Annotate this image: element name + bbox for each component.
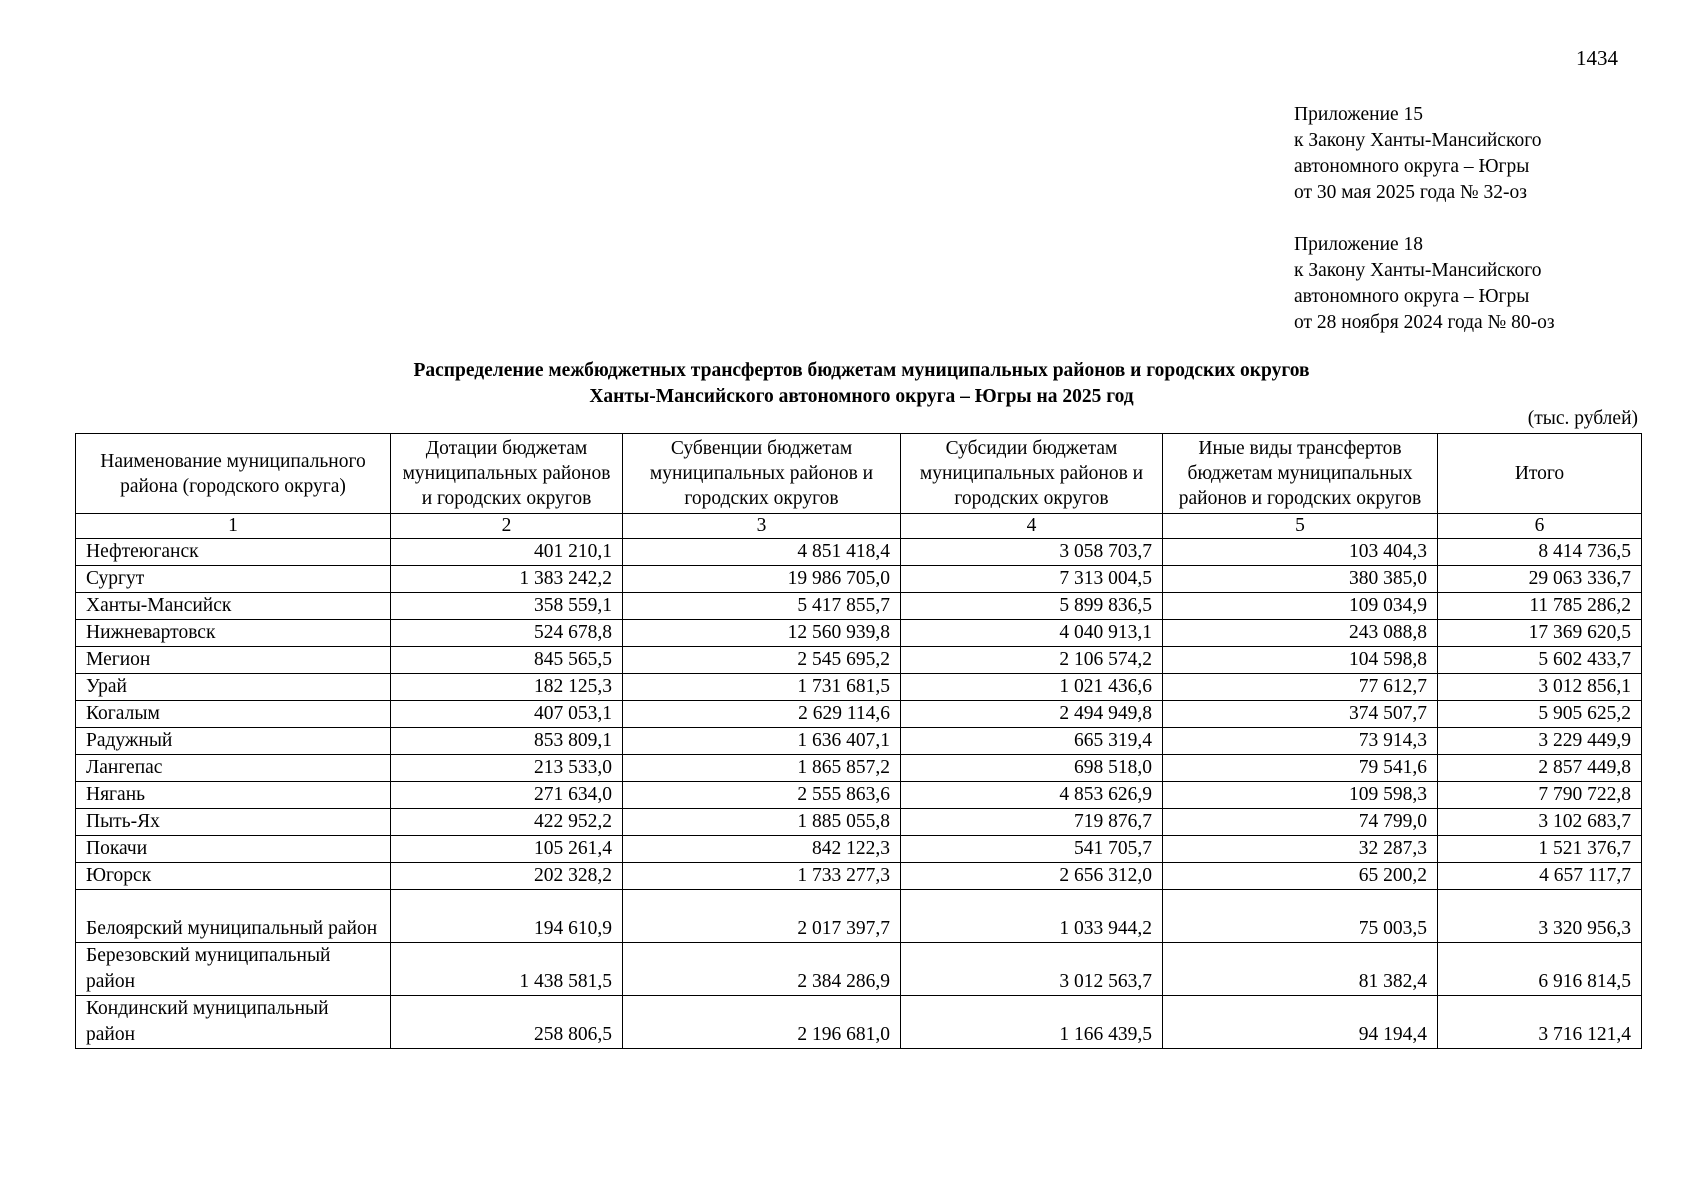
cell-total: 3 012 856,1 — [1438, 674, 1642, 701]
cell-subventions: 19 986 705,0 — [623, 566, 901, 593]
cell-total: 4 657 117,7 — [1438, 863, 1642, 890]
table-row — [76, 647, 1642, 674]
cell-subsidies: 2 656 312,0 — [901, 863, 1163, 890]
table-row — [76, 836, 1642, 863]
header-municipality: Наименование муниципального района (городского округа) — [76, 434, 391, 514]
cell-subventions: 2 196 681,0 — [623, 996, 901, 1049]
appendix-line: Приложение 18 — [1294, 234, 1424, 255]
table-row — [76, 539, 1642, 566]
column-number: 4 — [901, 514, 1163, 539]
cell-dotations: 1 383 242,2 — [391, 566, 623, 593]
appendix-line: Приложение 15 — [1294, 104, 1424, 125]
cell-total: 5 602 433,7 — [1438, 647, 1642, 674]
cell-subventions: 842 122,3 — [623, 836, 901, 863]
table-row — [76, 620, 1642, 647]
cell-total: 6 916 814,5 — [1438, 943, 1642, 996]
appendix-current-reference — [1294, 102, 1541, 206]
cell-municipality: Нижневартовск — [76, 620, 391, 647]
appendix-line: к Закону Ханты-Мансийского — [1294, 130, 1542, 151]
cell-total: 1 521 376,7 — [1438, 836, 1642, 863]
cell-subsidies: 2 494 949,8 — [901, 701, 1163, 728]
cell-subsidies: 665 319,4 — [901, 728, 1163, 755]
cell-dotations: 358 559,1 — [391, 593, 623, 620]
cell-municipality: Нефтеюганск — [76, 539, 391, 566]
cell-municipality: Березовский муниципальный район — [76, 943, 391, 996]
cell-other-transfers: 104 598,8 — [1163, 647, 1438, 674]
cell-subsidies: 2 106 574,2 — [901, 647, 1163, 674]
cell-other-transfers: 75 003,5 — [1163, 890, 1438, 943]
header-total: Итого — [1438, 434, 1642, 514]
cell-dotations: 401 210,1 — [391, 539, 623, 566]
cell-municipality: Когалым — [76, 701, 391, 728]
cell-total: 29 063 336,7 — [1438, 566, 1642, 593]
cell-subsidies: 1 166 439,5 — [901, 996, 1163, 1049]
cell-total: 3 716 121,4 — [1438, 996, 1642, 1049]
cell-dotations: 213 533,0 — [391, 755, 623, 782]
cell-dotations: 105 261,4 — [391, 836, 623, 863]
cell-dotations: 524 678,8 — [391, 620, 623, 647]
table-header-row — [76, 434, 1642, 514]
header-dotations: Дотации бюджетам муниципальных районов и городских округов — [391, 434, 623, 514]
cell-other-transfers: 380 385,0 — [1163, 566, 1438, 593]
units-note: (тыс. рублей) — [1527, 408, 1638, 429]
appendix-original-reference — [1294, 232, 1555, 336]
cell-other-transfers: 81 382,4 — [1163, 943, 1438, 996]
cell-dotations: 258 806,5 — [391, 996, 623, 1049]
cell-other-transfers: 109 034,9 — [1163, 593, 1438, 620]
cell-subsidies: 1 021 436,6 — [901, 674, 1163, 701]
transfers-table — [75, 433, 1642, 1049]
cell-other-transfers: 32 287,3 — [1163, 836, 1438, 863]
cell-subsidies: 3 058 703,7 — [901, 539, 1163, 566]
cell-other-transfers: 374 507,7 — [1163, 701, 1438, 728]
table-row — [76, 863, 1642, 890]
column-number: 5 — [1163, 514, 1438, 539]
cell-total: 3 229 449,9 — [1438, 728, 1642, 755]
cell-subsidies: 4 040 913,1 — [901, 620, 1163, 647]
cell-subventions: 1 636 407,1 — [623, 728, 901, 755]
title-line-1: Распределение межбюджетных трансфертов бюджетам муниципальных районов и городских округов — [413, 360, 1310, 381]
title-line-2: Ханты-Мансийского автономного округа – Югры на 2025 год — [589, 386, 1134, 407]
column-number: 1 — [76, 514, 391, 539]
appendix-line: автономного округа – Югры — [1294, 156, 1530, 177]
cell-other-transfers: 65 200,2 — [1163, 863, 1438, 890]
cell-total: 7 790 722,8 — [1438, 782, 1642, 809]
cell-dotations: 422 952,2 — [391, 809, 623, 836]
cell-dotations: 194 610,9 — [391, 890, 623, 943]
cell-dotations: 845 565,5 — [391, 647, 623, 674]
cell-other-transfers: 77 612,7 — [1163, 674, 1438, 701]
cell-other-transfers: 73 914,3 — [1163, 728, 1438, 755]
cell-subventions: 1 885 055,8 — [623, 809, 901, 836]
cell-dotations: 182 125,3 — [391, 674, 623, 701]
table-row — [76, 701, 1642, 728]
table-row — [76, 943, 1642, 996]
document-title — [0, 358, 1698, 410]
cell-subsidies: 719 876,7 — [901, 809, 1163, 836]
table-row — [76, 674, 1642, 701]
cell-subventions: 4 851 418,4 — [623, 539, 901, 566]
cell-other-transfers: 74 799,0 — [1163, 809, 1438, 836]
table-row — [76, 890, 1642, 943]
cell-subsidies: 3 012 563,7 — [901, 943, 1163, 996]
cell-subsidies: 5 899 836,5 — [901, 593, 1163, 620]
cell-municipality: Кондинский муниципальный район — [76, 996, 391, 1049]
cell-subventions: 2 545 695,2 — [623, 647, 901, 674]
cell-municipality: Лангепас — [76, 755, 391, 782]
appendix-line: автономного округа – Югры — [1294, 286, 1530, 307]
cell-subsidies: 541 705,7 — [901, 836, 1163, 863]
cell-total: 5 905 625,2 — [1438, 701, 1642, 728]
table-row — [76, 728, 1642, 755]
column-number: 6 — [1438, 514, 1642, 539]
cell-other-transfers: 79 541,6 — [1163, 755, 1438, 782]
cell-subventions: 2 384 286,9 — [623, 943, 901, 996]
cell-dotations: 1 438 581,5 — [391, 943, 623, 996]
table-row — [76, 782, 1642, 809]
cell-total: 8 414 736,5 — [1438, 539, 1642, 566]
cell-total: 11 785 286,2 — [1438, 593, 1642, 620]
appendix-line: к Закону Ханты-Мансийского — [1294, 260, 1542, 281]
cell-municipality: Белоярский муниципальный район — [76, 890, 391, 943]
cell-subventions: 5 417 855,7 — [623, 593, 901, 620]
cell-subsidies: 7 313 004,5 — [901, 566, 1163, 593]
appendix-line: от 28 ноября 2024 года № 80-оз — [1294, 312, 1555, 333]
cell-total: 2 857 449,8 — [1438, 755, 1642, 782]
cell-municipality: Мегион — [76, 647, 391, 674]
cell-municipality: Урай — [76, 674, 391, 701]
cell-subventions: 2 017 397,7 — [623, 890, 901, 943]
table-row — [76, 809, 1642, 836]
cell-subventions: 2 555 863,6 — [623, 782, 901, 809]
cell-dotations: 853 809,1 — [391, 728, 623, 755]
column-number: 3 — [623, 514, 901, 539]
column-number: 2 — [391, 514, 623, 539]
table-row — [76, 566, 1642, 593]
cell-municipality: Нягань — [76, 782, 391, 809]
header-subventions: Субвенции бюджетам муниципальных районов и городских округов — [623, 434, 901, 514]
cell-subventions: 12 560 939,8 — [623, 620, 901, 647]
cell-subventions: 2 629 114,6 — [623, 701, 901, 728]
header-subsidies: Субсидии бюджетам муниципальных районов и городских округов — [901, 434, 1163, 514]
cell-municipality: Радужный — [76, 728, 391, 755]
cell-total: 3 320 956,3 — [1438, 890, 1642, 943]
cell-subventions: 1 731 681,5 — [623, 674, 901, 701]
cell-dotations: 271 634,0 — [391, 782, 623, 809]
appendix-line: от 30 мая 2025 года № 32-оз — [1294, 182, 1527, 203]
cell-dotations: 202 328,2 — [391, 863, 623, 890]
page-number: 1434 — [1576, 46, 1618, 70]
cell-other-transfers: 243 088,8 — [1163, 620, 1438, 647]
cell-dotations: 407 053,1 — [391, 701, 623, 728]
cell-municipality: Покачи — [76, 836, 391, 863]
cell-other-transfers: 94 194,4 — [1163, 996, 1438, 1049]
cell-municipality: Сургут — [76, 566, 391, 593]
cell-subventions: 1 865 857,2 — [623, 755, 901, 782]
cell-total: 3 102 683,7 — [1438, 809, 1642, 836]
cell-subsidies: 1 033 944,2 — [901, 890, 1163, 943]
cell-subventions: 1 733 277,3 — [623, 863, 901, 890]
table-row — [76, 755, 1642, 782]
cell-subsidies: 698 518,0 — [901, 755, 1163, 782]
cell-other-transfers: 103 404,3 — [1163, 539, 1438, 566]
cell-municipality: Ханты-Мансийск — [76, 593, 391, 620]
cell-municipality: Пыть-Ях — [76, 809, 391, 836]
column-number-row — [76, 514, 1642, 539]
header-other-transfers: Иные виды трансфертов бюджетам муниципальных районов и городских округов — [1163, 434, 1438, 514]
table-row — [76, 593, 1642, 620]
table-row — [76, 996, 1642, 1049]
cell-municipality: Югорск — [76, 863, 391, 890]
cell-other-transfers: 109 598,3 — [1163, 782, 1438, 809]
cell-subsidies: 4 853 626,9 — [901, 782, 1163, 809]
table-body — [76, 539, 1642, 1049]
cell-total: 17 369 620,5 — [1438, 620, 1642, 647]
